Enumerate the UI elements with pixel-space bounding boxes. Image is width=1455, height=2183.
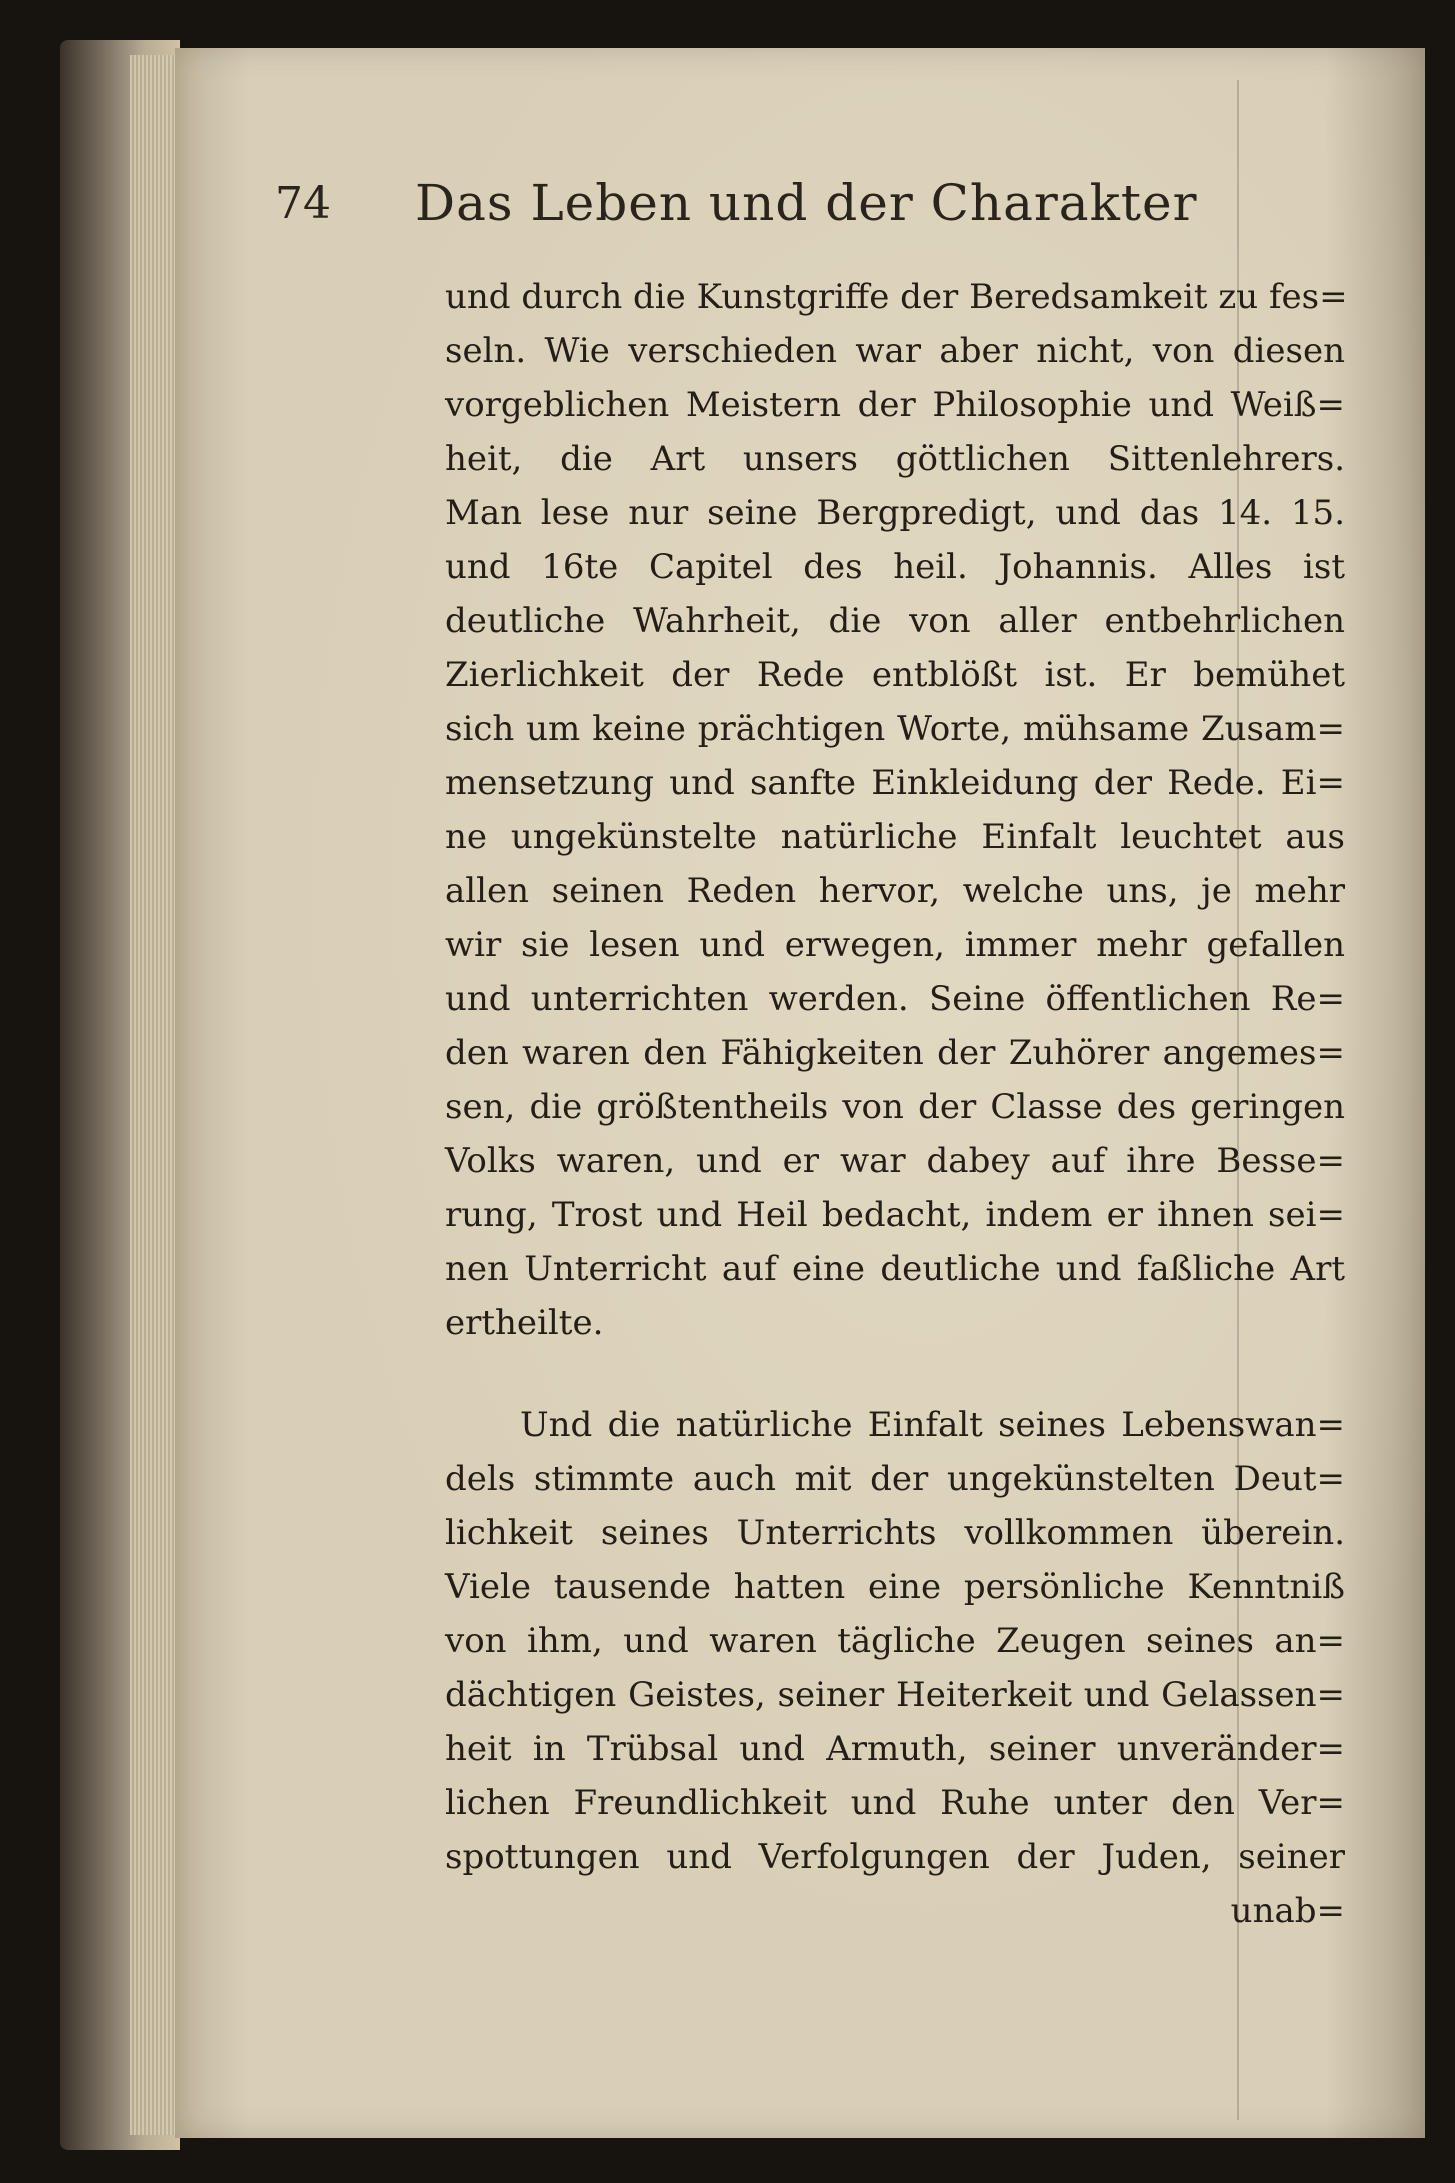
text-line: und durch die Kunstgriffe der Beredsamkeit zu fes= xyxy=(445,277,1348,317)
text-line: rung, Trost und Heil bedacht, indem er ihnen sei= xyxy=(445,1195,1345,1235)
body-text xyxy=(445,270,1348,1938)
catchword: unab= xyxy=(1230,1891,1345,1931)
text-line: ertheilte. xyxy=(445,1303,604,1343)
page-stack-edge xyxy=(130,55,180,2135)
text-line: heit, die Art unsers göttlichen Sittenlehrers. xyxy=(445,439,1345,479)
text-line: dels stimmte auch mit der ungekünstelten Deut= xyxy=(445,1459,1345,1499)
text-line: lichen Freundlichkeit und Ruhe unter den Ver= xyxy=(445,1783,1345,1823)
text-line: sich um keine prächtigen Worte, mühsame Zusam= xyxy=(445,709,1345,749)
text-line: lichkeit seines Unterrichts vollkommen überein. xyxy=(445,1513,1345,1553)
text-line: Und die natürliche Einfalt seines Lebenswan= xyxy=(520,1405,1345,1445)
paragraph-2 xyxy=(445,1398,1345,1884)
page-number: 74 xyxy=(275,178,331,229)
text-line: sen, die größtentheils von der Classe des geringen xyxy=(445,1087,1345,1127)
text-line: seln. Wie verschieden war aber nicht, von diesen xyxy=(445,331,1345,371)
paragraph-1 xyxy=(445,270,1348,1350)
text-line: wir sie lesen und erwegen, immer mehr gefallen xyxy=(445,925,1345,965)
text-line: allen seinen Reden hervor, welche uns, je mehr xyxy=(445,871,1345,911)
text-line: den waren den Fähigkeiten der Zuhörer angemes= xyxy=(445,1033,1345,1073)
text-line: spottungen und Verfolgungen der Juden, seiner xyxy=(445,1837,1345,1877)
text-line: ne ungekünstelte natürliche Einfalt leuchtet aus xyxy=(445,817,1345,857)
running-title: Das Leben und der Charakter xyxy=(415,174,1198,232)
text-line: nen Unterricht auf eine deutliche und faßliche Art xyxy=(445,1249,1345,1289)
text-line: deutliche Wahrheit, die von aller entbehrlichen xyxy=(445,601,1345,641)
text-line: dächtigen Geistes, seiner Heiterkeit und Gelassen= xyxy=(445,1675,1345,1715)
text-line: mensetzung und sanfte Einkleidung der Rede. Ei= xyxy=(445,763,1345,803)
text-line: Man lese nur seine Bergpredigt, und das 14. 15. xyxy=(445,493,1345,533)
text-line: Viele tausende hatten eine persönliche Kenntniß xyxy=(445,1567,1345,1607)
running-header xyxy=(275,170,1225,240)
text-line: von ihm, und waren tägliche Zeugen seines an= xyxy=(445,1621,1345,1661)
text-line: Volks waren, und er war dabey auf ihre Besse= xyxy=(445,1141,1345,1181)
text-line: Zierlichkeit der Rede entblößt ist. Er bemühet xyxy=(445,655,1345,695)
text-line: vorgeblichen Meistern der Philosophie und Weiß= xyxy=(445,385,1345,425)
text-line: und 16te Capitel des heil. Johannis. Alles ist xyxy=(445,547,1345,587)
text-line: und unterrichten werden. Seine öffentlichen Re= xyxy=(445,979,1345,1019)
text-line: heit in Trübsal und Armuth, seiner unveränder= xyxy=(445,1729,1345,1769)
paragraph-gap xyxy=(445,1350,1345,1398)
